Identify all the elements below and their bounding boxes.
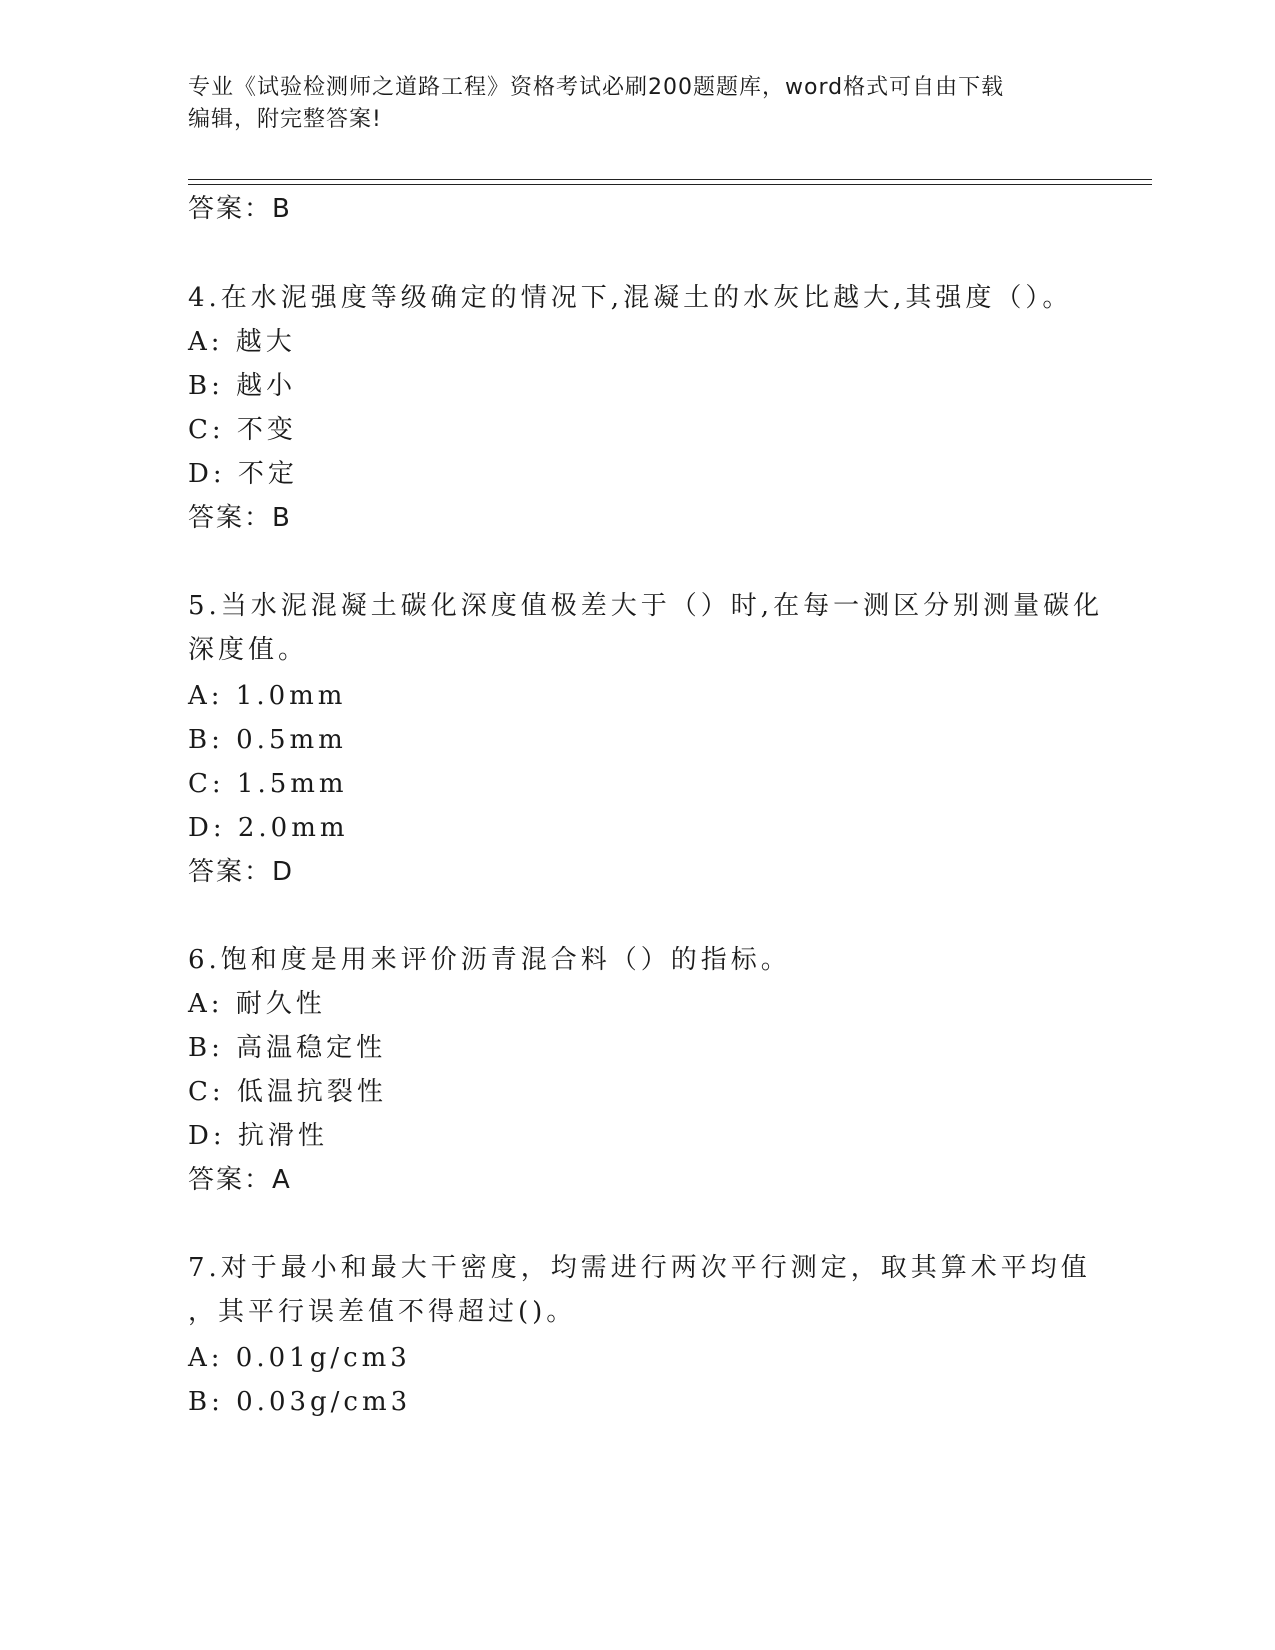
question-stem-continued: ，其平行误差值不得超过()。: [188, 1297, 577, 1327]
answer-line: 答案：A: [188, 1165, 292, 1195]
option-c: C: 1.5mm: [188, 769, 348, 799]
option-a: A: 越大: [188, 327, 296, 357]
option-a: A: 0.01g/cm3: [188, 1343, 411, 1373]
question-stem: 5.当水泥混凝土碳化深度值极差大于（）时,在每一测区分别测量碳化: [188, 591, 1104, 621]
option-b: B: 高温稳定性: [188, 1033, 387, 1063]
question-stem: 6.饱和度是用来评价沥青混合料（）的指标。: [188, 945, 791, 975]
question-stem-continued: 深度值。: [188, 635, 309, 665]
page-header: [188, 72, 1088, 136]
header-title-line-1: 专业《试验检测师之道路工程》资格考试必刷200题题库，word格式可自由下载: [188, 75, 1005, 100]
option-b: B: 越小: [188, 371, 297, 401]
header-divider-bottom: [188, 184, 1152, 185]
option-b: B: 0.5mm: [188, 725, 347, 755]
question-stem: 7.对于最小和最大干密度，均需进行两次平行测定，取其算术平均值: [188, 1253, 1091, 1283]
option-a: A: 1.0mm: [188, 681, 347, 711]
question-stem: 4.在水泥强度等级确定的情况下,混凝土的水灰比越大,其强度（）。: [188, 283, 1073, 313]
header-divider-top: [188, 179, 1152, 180]
option-d: D: 不定: [188, 459, 298, 489]
option-b: B: 0.03g/cm3: [188, 1387, 412, 1417]
option-a: A: 耐久性: [188, 989, 326, 1019]
option-d: D: 2.0mm: [188, 813, 349, 843]
answer-line: 答案：B: [188, 503, 292, 533]
option-c: C: 不变: [188, 415, 297, 445]
answer-line: 答案：D: [188, 857, 295, 887]
header-title-line-2: 编辑，附完整答案!: [188, 107, 382, 132]
answer-line: 答案：B: [188, 194, 292, 224]
option-c: C: 低温抗裂性: [188, 1077, 387, 1107]
option-d: D: 抗滑性: [188, 1121, 328, 1151]
